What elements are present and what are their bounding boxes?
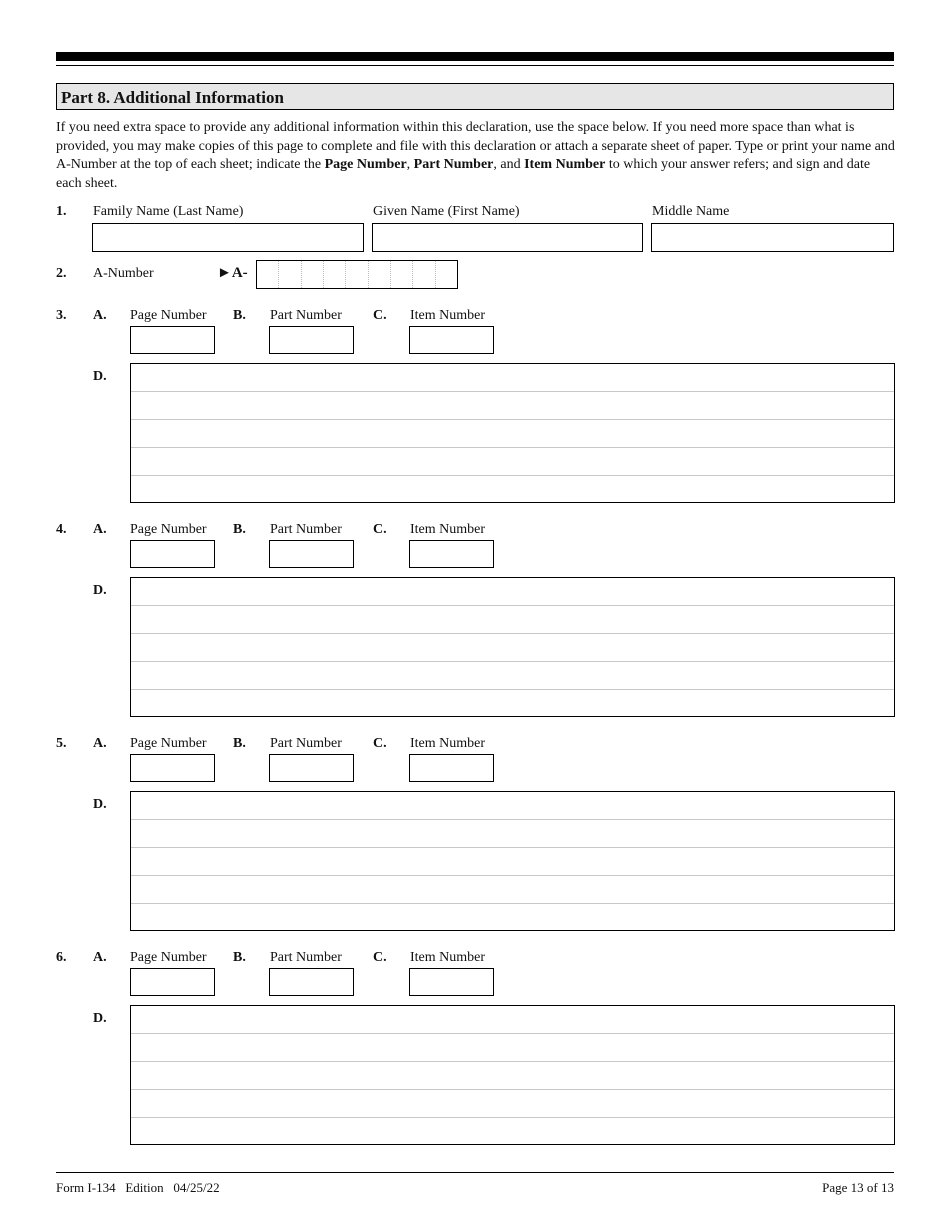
a-number-digit-cell	[391, 261, 413, 288]
item-number: 4.	[56, 522, 67, 537]
additional-info-textarea[interactable]	[130, 791, 895, 931]
textarea-line	[131, 1061, 894, 1062]
part-number-input[interactable]	[269, 754, 354, 782]
intro-bold-part: Part Number	[413, 157, 494, 172]
item-1-number: 1.	[56, 204, 67, 219]
top-thick-rule	[56, 52, 894, 61]
textarea-line	[131, 819, 894, 820]
item-2-number: 2.	[56, 266, 67, 281]
family-name-label: Family Name (Last Name)	[93, 204, 244, 219]
page-number-label: Page Number	[130, 522, 207, 537]
sub-label-b: B.	[233, 308, 246, 323]
intro-text-4: to which your answer refers; and sign and date each sheet.	[56, 157, 871, 191]
sub-label-c: C.	[373, 522, 387, 537]
sub-label-a: A.	[93, 522, 107, 537]
sub-label-b: B.	[233, 522, 246, 537]
family-name-input[interactable]	[92, 223, 364, 252]
textarea-line	[131, 661, 894, 662]
a-number-digit-cell	[369, 261, 391, 288]
textarea-line	[131, 633, 894, 634]
textarea-line	[131, 875, 894, 876]
item-number-input[interactable]	[409, 968, 494, 996]
a-number-digit-cell	[346, 261, 368, 288]
a-number-input[interactable]	[256, 260, 458, 289]
part-number-label: Part Number	[270, 522, 342, 537]
textarea-line	[131, 689, 894, 690]
intro-bold-item: Item Number	[524, 157, 606, 172]
page-number-input[interactable]	[130, 540, 215, 568]
item-number-label: Item Number	[410, 308, 486, 323]
sub-label-d: D.	[93, 583, 107, 598]
sub-label-a: A.	[93, 308, 107, 323]
part-number-label: Part Number	[270, 308, 342, 323]
part-number-input[interactable]	[269, 326, 354, 354]
textarea-line	[131, 1033, 894, 1034]
item-number: 3.	[56, 308, 67, 323]
textarea-line	[131, 1117, 894, 1118]
given-name-label: Given Name (First Name)	[373, 204, 520, 219]
a-number-digit-cell	[257, 261, 279, 288]
intro-text-3: , and	[493, 157, 525, 172]
item-number-input[interactable]	[409, 326, 494, 354]
middle-name-label: Middle Name	[652, 204, 730, 219]
item-number-label: Item Number	[410, 950, 486, 965]
additional-info-textarea[interactable]	[130, 363, 895, 503]
a-number-prefix: ►A-	[217, 265, 248, 281]
page-number-input[interactable]	[130, 968, 215, 996]
part-header: Part 8. Additional Information	[56, 83, 894, 110]
part-number-label: Part Number	[270, 950, 342, 965]
sub-label-b: B.	[233, 950, 246, 965]
top-thin-rule	[56, 65, 894, 66]
item-number-label: Item Number	[410, 736, 486, 751]
textarea-line	[131, 847, 894, 848]
item-number-input[interactable]	[409, 754, 494, 782]
intro-bold-page: Page Number	[324, 157, 407, 172]
sub-label-a: A.	[93, 736, 107, 751]
item-number: 5.	[56, 736, 67, 751]
sub-label-c: C.	[373, 308, 387, 323]
a-number-digit-cell	[436, 261, 457, 288]
a-number-digit-cell	[324, 261, 346, 288]
item-number-label: Item Number	[410, 522, 486, 537]
item-number-input[interactable]	[409, 540, 494, 568]
sub-label-c: C.	[373, 950, 387, 965]
sub-label-b: B.	[233, 736, 246, 751]
page-number-input[interactable]	[130, 754, 215, 782]
textarea-line	[131, 903, 894, 904]
textarea-line	[131, 1089, 894, 1090]
middle-name-input[interactable]	[651, 223, 894, 252]
given-name-input[interactable]	[372, 223, 643, 252]
sub-label-d: D.	[93, 797, 107, 812]
intro-text-1: If you need extra space to provide any additional information within this declaration, use the space below. If you need more space than what is provided, you may make copies of this page to complete and file with this declaration or attach a separate sheet of paper. Type or print your name and A-Number at the top of each sheet; indicate the	[56, 120, 895, 172]
sub-label-d: D.	[93, 1011, 107, 1026]
form-edition: Form I-134 Edition 04/25/22	[56, 1180, 220, 1195]
sub-label-a: A.	[93, 950, 107, 965]
intro-paragraph	[56, 119, 896, 193]
a-number-digit-cell	[302, 261, 324, 288]
intro-text-2: ,	[406, 157, 414, 172]
part-number-input[interactable]	[269, 540, 354, 568]
additional-info-textarea[interactable]	[130, 577, 895, 717]
part-number-label: Part Number	[270, 736, 342, 751]
sub-label-d: D.	[93, 369, 107, 384]
textarea-line	[131, 605, 894, 606]
a-number-label: A-Number	[93, 266, 154, 281]
textarea-line	[131, 391, 894, 392]
part-number-input[interactable]	[269, 968, 354, 996]
a-number-digit-cell	[413, 261, 435, 288]
textarea-line	[131, 475, 894, 476]
textarea-line	[131, 447, 894, 448]
page-number-label: Page Number	[130, 950, 207, 965]
sub-label-c: C.	[373, 736, 387, 751]
page-counter: Page 13 of 13	[822, 1180, 894, 1195]
item-number: 6.	[56, 950, 67, 965]
page-number-input[interactable]	[130, 326, 215, 354]
a-number-digit-cell	[279, 261, 301, 288]
page-number-label: Page Number	[130, 308, 207, 323]
additional-info-textarea[interactable]	[130, 1005, 895, 1145]
textarea-line	[131, 419, 894, 420]
page-number-label: Page Number	[130, 736, 207, 751]
footer-rule	[56, 1172, 894, 1173]
